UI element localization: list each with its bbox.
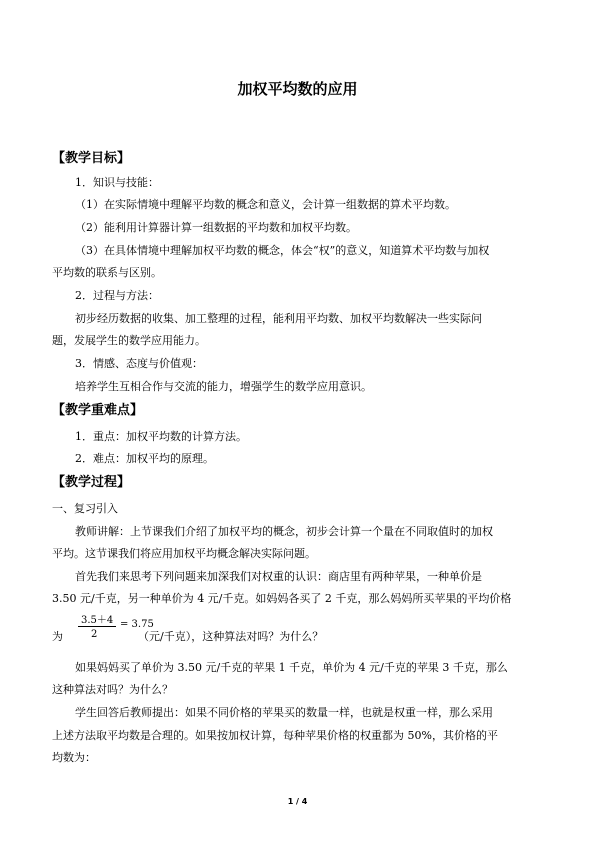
fraction-denominator: 2 xyxy=(91,629,98,640)
page-title: 加权平均数的应用 xyxy=(237,80,358,98)
goal-line-2: （1）在实际情境中理解平均数的概念和意义，会计算一组数据的算术平均数。 xyxy=(75,198,456,211)
process-line-4b: 上述方法取平均数是合理的。如果按加权计算，每种苹果价格的权重都为 50%，其价格的平 xyxy=(52,729,498,742)
process-line-2c-prefix: 为 xyxy=(52,630,63,643)
key-line-2: 2．难点：加权平均的原理。 xyxy=(75,452,214,465)
section-heading-process: 【教学过程】 xyxy=(52,475,131,490)
goal-line-7: 3．情感、态度与价值观： xyxy=(75,357,203,370)
process-line-1a: 教师讲解：上节课我们介绍了加权平均的概念，初步会计算一个量在不同取值时的加权 xyxy=(75,525,493,538)
goal-line-5: 2．过程与方法： xyxy=(75,289,159,302)
process-line-1b: 平均。这节课我们将应用加权平均概念解决实际问题。 xyxy=(52,547,316,560)
goal-line-4a: （3）在具体情境中理解加权平均数的概念，体会“权”的意义，知道算术平均数与加权 xyxy=(75,244,490,257)
fraction-numerator: 3.5＋4 xyxy=(81,615,114,626)
process-line-3a: 如果妈妈买了单价为 3.50 元/千克的苹果 1 千克，单价为 4 元/千克的苹果 3 千克，那么 xyxy=(75,661,508,674)
goal-line-6a: 初步经历数据的收集、加工整理的过程，能利用平均数、加权平均数解决一些实际问 xyxy=(75,312,482,325)
goal-line-8: 培养学生互相合作与交流的能力，增强学生的数学应用意识。 xyxy=(75,380,372,393)
process-line-2b: 3.50 元/千克，另一种单价为 4 元/千克。如妈妈各买了 2 千克，那么妈妈所买苹果的平均价格 xyxy=(52,592,512,605)
fraction-bar xyxy=(78,626,116,627)
key-line-1: 1．重点：加权平均数的计算方法。 xyxy=(75,430,247,443)
process-line-2c-suffix: （元/千克），这种算法对吗？为什么？ xyxy=(138,630,324,643)
process-line-4a: 学生回答后教师提出：如果不同价格的苹果买的数量一样，也就是权重一样，那么采用 xyxy=(75,706,493,719)
process-line-0: 一、复习引入 xyxy=(52,502,118,515)
page-number: 1 / 4 xyxy=(287,797,308,806)
section-heading-goals: 【教学目标】 xyxy=(52,151,131,166)
goal-line-6b: 题，发展学生的数学应用能力。 xyxy=(52,334,206,347)
fraction-formula xyxy=(76,611,154,643)
goal-line-4b: 平均数的联系与区别。 xyxy=(52,266,162,279)
goal-line-3: （2）能利用计算器计算一组数据的平均数和加权平均数。 xyxy=(75,221,357,234)
goal-line-1: 1．知识与技能： xyxy=(75,176,159,189)
section-heading-key-points: 【教学重难点】 xyxy=(52,403,144,418)
fraction-result: = 3.75 xyxy=(120,619,154,630)
process-line-2a: 首先我们来思考下列问题来加深我们对权重的认识：商店里有两种苹果，一种单价是 xyxy=(75,570,482,583)
process-line-3b: 这种算法对吗？为什么？ xyxy=(52,683,173,696)
process-line-4c: 均数为： xyxy=(52,751,96,764)
